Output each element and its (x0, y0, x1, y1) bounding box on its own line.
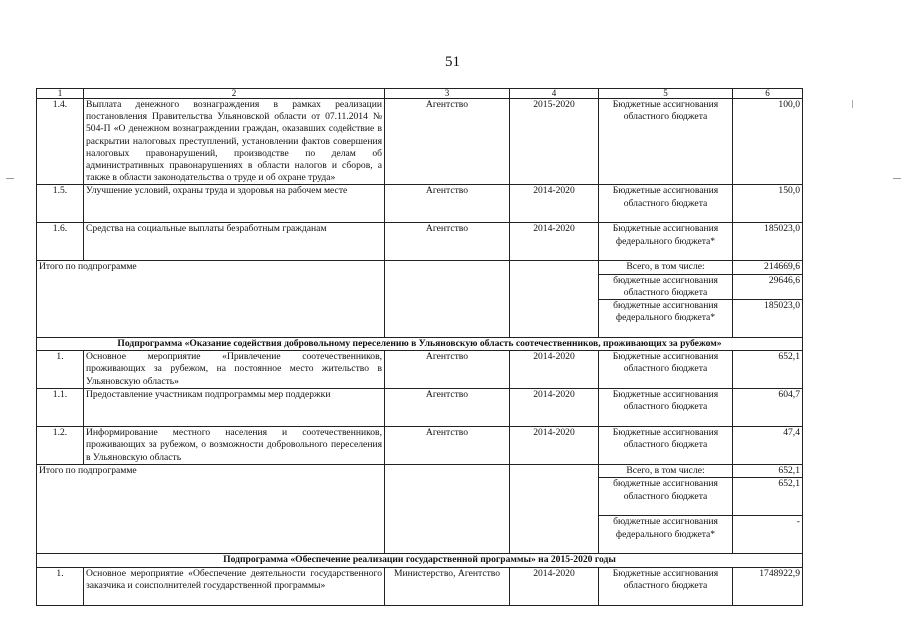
table-row (37, 567, 803, 605)
column-number-1: 1 (37, 89, 84, 99)
row-term: 2014-2020 (510, 427, 599, 465)
row-executor: Агентство (385, 223, 510, 261)
total-label: Итого по подпрограмме (37, 261, 385, 338)
page-number: 51 (445, 54, 460, 70)
row-number: 1.4. (37, 99, 84, 185)
row-source: Бюджетные ассигнования областного бюджета (599, 567, 733, 605)
column-number-5: 5 (599, 89, 733, 99)
row-term: 2014-2020 (510, 185, 599, 223)
row-source: Бюджетные ассигнования областного бюджета (599, 389, 733, 427)
row-name: Основное мероприятие «Привлечение соотечественников, проживающих за рубежом, на постоянное место жительство в Ульяновскую область» (84, 351, 385, 389)
total-term-empty (510, 465, 599, 554)
row-name: Выплата денежного вознаграждения в рамках реализации постановления Правительства Ульяновской области от 07.11.2014 № 504-П «О денежном вознаграждении граждан, оказавших содействие в раскрытии налоговых преступлений, установлении фактов совершения налоговых правонарушений, производстве по делам об административных правонарушениях в области налогов и сборов, а также в области законодательства о труде и об охране труда» (84, 99, 385, 185)
table-row (37, 351, 803, 389)
column-number-3: 3 (385, 89, 510, 99)
table-row (37, 427, 803, 465)
scan-mark-left (6, 178, 14, 179)
column-number-2: 2 (84, 89, 385, 99)
table-row (37, 389, 803, 427)
row-amount: 150,0 (733, 185, 803, 223)
row-source: Бюджетные ассигнования федерального бюджета* (599, 223, 733, 261)
column-number-4: 4 (510, 89, 599, 99)
total-amount: 185023,0 (733, 300, 803, 338)
section-header-row (37, 554, 803, 567)
row-number: 1.2. (37, 427, 84, 465)
row-term: 2014-2020 (510, 351, 599, 389)
total-source: Всего, в том числе: (599, 465, 733, 478)
total-source: бюджетные ассигнования областного бюджета (599, 274, 733, 299)
row-term: 2015-2020 (510, 99, 599, 185)
total-term-empty (510, 261, 599, 338)
scan-mark-side (852, 100, 853, 108)
row-executor: Министерство, Агентство (385, 567, 510, 605)
row-executor: Агентство (385, 351, 510, 389)
row-amount: 652,1 (733, 351, 803, 389)
table-row (37, 223, 803, 261)
budget-table (36, 88, 803, 606)
row-source: Бюджетные ассигнования областного бюджета (599, 99, 733, 185)
row-name: Средства на социальные выплаты безработным гражданам (84, 223, 385, 261)
row-name: Информирование местного населения и соотечественников, проживающих за рубежом, о возможности добровольного переселения в Ульяновскую область (84, 427, 385, 465)
table-row (37, 99, 803, 185)
row-name: Предоставление участникам подпрограммы мер поддержки (84, 389, 385, 427)
total-amount: 652,1 (733, 478, 803, 516)
row-source: Бюджетные ассигнования областного бюджета (599, 351, 733, 389)
total-row (37, 261, 803, 274)
row-number: 1.6. (37, 223, 84, 261)
column-number-6: 6 (733, 89, 803, 99)
total-amount: - (733, 516, 803, 554)
total-source: бюджетные ассигнования федерального бюджета* (599, 516, 733, 554)
total-source: бюджетные ассигнования областного бюджета (599, 478, 733, 516)
row-name: Улучшение условий, охраны труда и здоровья на рабочем месте (84, 185, 385, 223)
total-executor-empty (385, 261, 510, 338)
total-amount: 29646,6 (733, 274, 803, 299)
row-term: 2014-2020 (510, 389, 599, 427)
table-header-row (37, 89, 803, 99)
total-amount: 652,1 (733, 465, 803, 478)
row-source: Бюджетные ассигнования областного бюджета (599, 427, 733, 465)
row-source: Бюджетные ассигнования областного бюджета (599, 185, 733, 223)
scan-mark-right (893, 178, 901, 179)
row-amount: 1748922,9 (733, 567, 803, 605)
row-number: 1. (37, 567, 84, 605)
row-executor: Агентство (385, 427, 510, 465)
total-source: бюджетные ассигнования федерального бюджета* (599, 300, 733, 338)
row-term: 2014-2020 (510, 223, 599, 261)
total-label: Итого по подпрограмме (37, 465, 385, 554)
row-executor: Агентство (385, 389, 510, 427)
row-number: 1.1. (37, 389, 84, 427)
row-amount: 100,0 (733, 99, 803, 185)
section-title: Подпрограмма «Обеспечение реализации государственной программы» на 2015-2020 годы (37, 554, 803, 567)
row-number: 1. (37, 351, 84, 389)
row-name: Основное мероприятие «Обеспечение деятельности государственного заказчика и соисполнителей государственной программы» (84, 567, 385, 605)
table-row (37, 185, 803, 223)
section-header-row (37, 338, 803, 351)
total-row (37, 465, 803, 478)
row-amount: 47,4 (733, 427, 803, 465)
total-amount: 214669,6 (733, 261, 803, 274)
total-executor-empty (385, 465, 510, 554)
row-term: 2014-2020 (510, 567, 599, 605)
section-title: Подпрограмма «Оказание содействия добровольному переселению в Ульяновскую область соотечественников, проживающих за рубежом» (37, 338, 803, 351)
row-number: 1.5. (37, 185, 84, 223)
row-executor: Агентство (385, 99, 510, 185)
total-source: Всего, в том числе: (599, 261, 733, 274)
row-amount: 185023,0 (733, 223, 803, 261)
row-amount: 604,7 (733, 389, 803, 427)
row-executor: Агентство (385, 185, 510, 223)
